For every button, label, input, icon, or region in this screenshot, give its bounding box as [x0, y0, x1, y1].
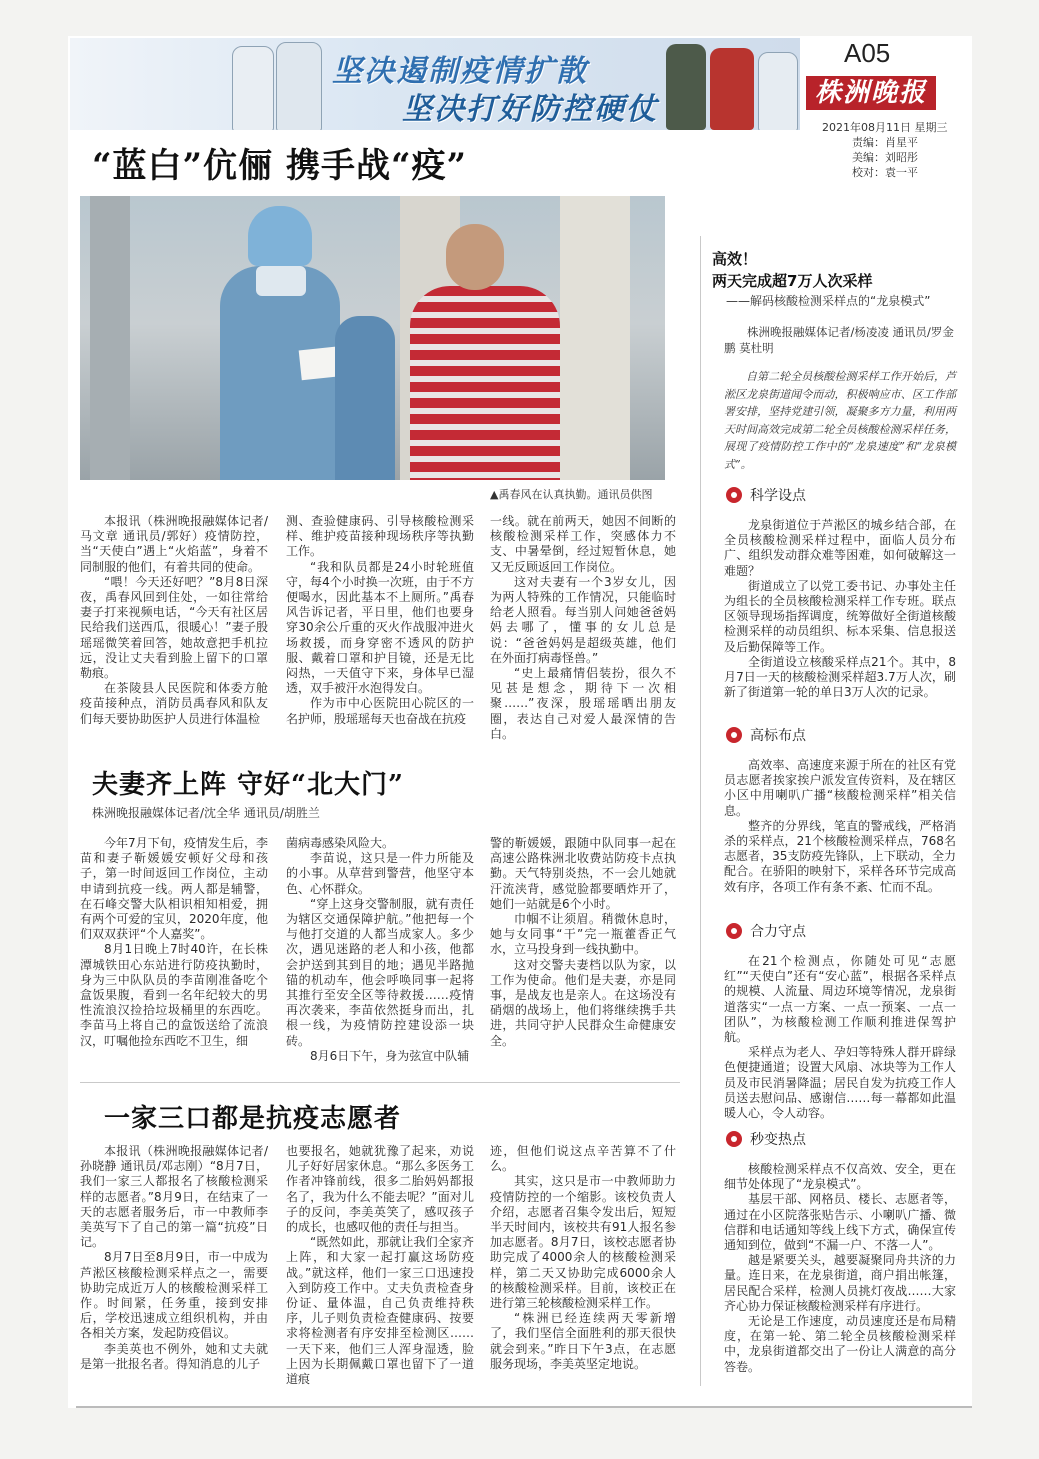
- paragraph: 今年7月下旬，疫情发生后，李苗和妻子靳媛媛安顿好父母和孩子，第一时间返回工作岗位，主动申请到抗疫一线。两人都是辅警，在石峰交警大队相识相知相爱，拥有两个可爱的宝贝，2020年度，他们双双获评“个人嘉奖”。: [80, 836, 268, 942]
- medic-cap: [248, 206, 312, 266]
- paragraph: 也要报名，她就犹豫了起来，劝说儿子好好居家休息。“那么多医务工作者冲锋前线，很多二胎妈妈都报名了，我为什么不能去呢？”面对儿子的反问，李美英笑了，感叹孩子的成长，也感叹他的责任与担当。: [286, 1144, 474, 1235]
- paragraph: 其实，这只是市一中教师助力疫情防控的一个缩影。该校负责人介绍，志愿者召集令发出后，短短半天时间内，该校共有91人报名参加志愿者。8月7日，该校志愿者协助完成了4000余人的核酸检测采样，第二天又协助完成6000余人的核酸检测采样。目前，该校正在进行第三轮核酸检测采样工作。: [490, 1174, 676, 1311]
- paragraph: 李苗说，这只是一件力所能及的小事。从草营到警营，他坚守本色、心怀群众。: [286, 851, 474, 896]
- proofreader-credit: 校对：袁一平: [852, 166, 918, 179]
- paragraph: 8月6日下午，身为弦宣中队辅: [310, 1048, 470, 1063]
- section-bullet-icon: [726, 1131, 742, 1147]
- article3-headline: 一家三口都是抗疫志愿者: [104, 1104, 402, 1134]
- paragraph: 李美英也不例外，她和丈夫就是第一批报名者。得知消息的儿子: [80, 1341, 268, 1371]
- paragraph: “穿上这身交警制服，就有责任为辖区交通保障护航。”他把每一个与他打交道的人都当成家人。多少次，遇见迷路的老人和小孩，他都会护送到其到目的地；遇见半路抛锚的机动车，他会呼唤同事一起将其推行至安全区等待救援……疫情再次袭来，李苗依然挺身而出，扎根一线，为疫情防控建设添一块砖。: [286, 896, 474, 1048]
- paragraph: “喂！今天还好吧？”8月8日深夜，禹春风回到住处，一如往常给妻子打来视频电话，“今天有社区居民给我们送西瓜，很暖心！”妻子殷瑶瑶微笑着回答，她故意把手机拉远，没让丈夫看到脸上留下的口罩勒痕。: [80, 574, 268, 681]
- paragraph: 8月7日至8月9日，市一中成为芦淞区核酸检测采样点之一，需要协助完成近万人的核酸检测采样工作。时间紧，任务重，接到安排后，学校迅速成立组织机构，并由各相关方案，发起防疫倡议。: [80, 1250, 268, 1341]
- sidebar-title-line-1: 高效！: [712, 250, 758, 268]
- article1-headline: “蓝白”伉俪 携手战“疫”: [92, 146, 468, 186]
- sidebar-section-1-body: [724, 518, 956, 700]
- paragraph: “史上最痛情侣装扮，很久不见甚是想念，期待下一次相聚……”夜深，殷瑶瑶晒出朋友圈，表达自己对爱人最深情的告白。: [490, 666, 676, 741]
- article1-column-3: [490, 514, 676, 742]
- issue-date: 2021年08月11日 星期三: [822, 121, 948, 134]
- section-title: 合力守点: [750, 924, 806, 940]
- section-bullet-icon: [726, 923, 742, 939]
- masthead-banner: [70, 38, 800, 130]
- article1-column-2: [286, 514, 474, 727]
- paragraph: “我和队员都是24小时轮班值守，每4个小时换一次班，由于不方便喝水，因此基本不上厕所。”禹春风告诉记者，平日里，他们也要身穿30余公斤重的灭火作战服冲进火场救援，而身穿密不透风的防护服、戴着口罩和护目镜，还是无比闷热，一天值守下来，身体早已湿透，双手被汗水泡得发白。: [286, 559, 474, 696]
- background-worker: [335, 316, 395, 480]
- paragraph: 迹，但他们说这点辛苦算不了什么。: [490, 1144, 676, 1174]
- section-title: 高标布点: [750, 728, 806, 744]
- paragraph: 无论是工作速度，动员速度还是布局精度，在第一轮、第二轮全员核酸检测采样中，龙泉街道都交出了一份让人满意的高分答卷。: [724, 1314, 956, 1374]
- photo-pillar: [90, 196, 130, 480]
- article2-byline: 株洲晚报融媒体记者/沈全华 通讯员/胡胜兰: [92, 806, 320, 820]
- editor-credit: 责编：肖星平: [852, 136, 918, 149]
- paragraph: 全街道设立核酸采样点21个。其中，8月7日一天的核酸检测采样超3.7万人次，刷新了街道第一轮的单日3万人次的记录。: [724, 654, 956, 700]
- paragraph: 测、查验健康码、引导核酸检测采样、维护疫苗接种现场秩序等执勤工作。: [286, 514, 474, 559]
- section-divider: [80, 1082, 680, 1083]
- sidebar-intro: [724, 368, 956, 473]
- sidebar-section-3-body: [724, 954, 956, 1121]
- paragraph: 菌病毒感染风险大。: [286, 836, 395, 850]
- medic-mask: [256, 266, 306, 296]
- section-title: 科学设点: [750, 488, 806, 504]
- photo-pillar: [560, 196, 630, 480]
- sidebar-byline: 株洲晚报融媒体记者/杨凌凌 通讯员/罗金鹏 莫杜明: [724, 325, 954, 355]
- paragraph: 基层干部、网格员、楼长、志愿者等，通过在小区院落张贴告示、小喇叭广播、微信群和电话通知等线上线下方式，确保宣传通知到位，做到“不漏一户、不落一人”。: [724, 1192, 956, 1253]
- banner-slogan-1: 坚决遏制疫情扩散: [332, 54, 588, 89]
- paragraph: 采样点为老人、孕妇等特殊人群开辟绿色便捷通道；设置大风扇、冰块等为工作人员及市民消暑降温；居民自发为抗疫工作人员送去慰问品、感谢信……每一幕都如此温暖人心，令人动容。: [724, 1045, 956, 1121]
- paragraph: 警的靳媛媛，跟随中队同事一起在高速公路株洲北收费站防疫卡点执勤。天气特别炎热，不一会儿她就汗流浃背，感觉脸都要晒炸开了，她们一站就是6个小时。: [490, 836, 676, 911]
- medic-figure-illustration: [276, 42, 322, 130]
- section-heading: [726, 1126, 806, 1152]
- article2-column-3: [490, 836, 676, 1049]
- column-divider: [700, 236, 701, 1386]
- paragraph: 越是紧要关头，越要凝聚同舟共济的力量。连日来，在龙泉街道，商户捐出帐篷，居民配合采样，检测人员挑灯夜战……大家齐心协力保证核酸检测采样有序进行。: [724, 1253, 956, 1313]
- civilian-person: [410, 286, 560, 480]
- paragraph: 8月1日晚上7时40许，在长株潭城铁田心东站进行防疫执勤时，身为三中队队员的李苗刚准备吃个盒饭果腹，看到一名年纪较大的男性流浪汉捡拾垃圾桶里的东西吃。李苗马上将自己的盒饭送给了流浪汉，叮嘱他捡东西吃不卫生，细: [80, 942, 268, 1048]
- sidebar-title-line-2: 两天完成超7万人次采样: [712, 272, 873, 290]
- paragraph: 作为市中心医院田心院区的一名护师，殷瑶瑶每天也奋战在抗疫: [286, 696, 474, 726]
- medic-figure-illustration: [758, 52, 798, 130]
- paragraph: 自第二轮全员核酸检测采样工作开始后，芦淞区龙泉街道闻令而动，积极响应市、区工作部署安排，坚持党建引领，凝聚多方力量，利用两天时间高效完成第二轮全员核酸检测采样任务，展现了疫情防控工作中的“龙泉速度”和“龙泉模式”。: [724, 370, 956, 471]
- photo-caption: ▲禹春风在认真执勤。通讯员供图: [490, 488, 653, 501]
- section-title: 秒变热点: [750, 1132, 806, 1148]
- page-bottom-rule: [76, 1406, 972, 1408]
- paragraph: 这对交警夫妻档以队为家，以工作为使命。他们是夫妻，亦是同事，是战友也是亲人。在这场没有硝烟的战场上，他们将继续携手共进，共同守护人民群众生命健康安全。: [490, 957, 676, 1048]
- paragraph: 整齐的分界线，笔直的警戒线，严格消杀的采样点，21个核酸检测采样点，768名志愿者，35支防疫先锋队，上下联动，全力配合。在骄阳的映射下，采样各环节完成高效有序，各项工作有条不紊、忙而不乱。: [724, 818, 956, 894]
- article3-column-2: [286, 1144, 474, 1387]
- paragraph: “株洲已经连续两天零新增了，我们坚信全面胜利的那天很快就会到来。”昨日下午3点，在志愿服务现场，李美英坚定地说。: [490, 1311, 676, 1371]
- article3-column-3: [490, 1144, 676, 1372]
- civilian-head: [446, 224, 504, 290]
- article3-column-1: [80, 1144, 268, 1372]
- banner-slogan-2: 坚决打好防控硬仗: [402, 92, 658, 127]
- section-bullet-icon: [726, 727, 742, 743]
- paragraph: 一线。就在前两天，她因不间断的核酸检测采样工作，突感体力不支、中暑晕倒，经过短暂休息，她又无反顾返回工作岗位。: [490, 514, 676, 574]
- section-heading: [726, 722, 806, 748]
- article1-photo: [80, 196, 665, 480]
- paragraph: 巾帼不让须眉。稍微休息时，她与女同事“干”完一瓶藿香正气水，立马投身到一线执勤中。: [490, 912, 676, 957]
- paragraph: “既然如此，那就让我们全家齐上阵，和大家一起打赢这场防疫战。”就这样，他们一家三口迅速投入到防疫工作中。丈夫负责检查身份证、量体温，自己负责维持秩序，儿子则负责检查健康码、按要求将检测者有序安排至检测区……一天下来，他们三人浑身湿透，脸上因为长期佩戴口罩也留下了一道道痕: [286, 1235, 474, 1387]
- page-number: A05: [844, 38, 891, 68]
- paragraph: 龙泉街道位于芦淞区的城乡结合部，在全员核酸检测采样过程中，面临人员分布广、组织发动群众难等困难，如何破解这一难题？: [724, 518, 956, 578]
- paragraph: 本报讯（株洲晚报融媒体记者/孙晓静 通讯员/邓志刚）“8月7日，我们一家三人都报名了核酸检测采样的志愿者。”8月9日，在结束了一天的志愿者服务后，市一中教师李美英写下了自己的第一篇“抗疫”日记。: [80, 1144, 268, 1250]
- paper-logo: 株洲晚报: [806, 76, 936, 110]
- volunteer-figure-illustration: [710, 48, 754, 130]
- sidebar-subtitle: ——解码核酸检测采样点的“龙泉模式”: [726, 294, 931, 308]
- article2-headline: 夫妻齐上阵 守好“北大门”: [92, 770, 404, 800]
- medic-figure-illustration: [232, 46, 274, 130]
- paragraph: 这对夫妻有一个3岁女儿，因为两人特殊的工作情况，只能临时给老人照看。每当别人问她爸爸妈妈去哪了，懂事的女儿总是说：“爸爸妈妈是超级英雄，他们在外面打病毒怪兽。”: [490, 574, 676, 665]
- article2-column-2: [286, 836, 474, 1064]
- section-heading: [726, 482, 806, 508]
- sidebar-section-2-body: [724, 758, 956, 895]
- designer-credit: 美编：刘昭彤: [852, 151, 918, 164]
- paragraph: 核酸检测采样点不仅高效、安全，更在细节处体现了“龙泉模式”。: [724, 1162, 956, 1192]
- article2-column-1: [80, 836, 268, 1049]
- paragraph: 高效率、高速度来源于所在的社区有党员志愿者挨家挨户派发宣传资料，及在辖区小区中用喇叭广播“核酸检测采样”相关信息。: [724, 758, 956, 818]
- sidebar-section-4-body: [724, 1162, 956, 1375]
- paragraph: 在茶陵县人民医院和体委方舱疫苗接种点，消防员禹春风和队友们每天要协助医护人员进行体温检: [80, 681, 268, 726]
- section-heading: [726, 918, 806, 944]
- paragraph: 本报讯（株洲晚报融媒体记者/马文章 通讯员/郭好）疫情防控，当“天使白”遇上“火焰蓝”，身着不同制服的他们，有着共同的使命。: [80, 514, 268, 574]
- paragraph: 街道成立了以党工委书记、办事处主任为组长的全员核酸检测采样工作专班。联点区领导现场指挥调度，统筹做好全街道核酸检测采样的动员组织、标本采集、信息报送及后勤保障等工作。: [724, 578, 956, 654]
- section-bullet-icon: [726, 487, 742, 503]
- paragraph: 在21个检测点，你随处可见“志愿红”“天使白”还有“安心蓝”，根据各采样点的规模、人流量、周边环境等情况，龙泉街道落实“一点一方案、一点一预案、一点一团队”，为核酸检测工作顺利推进保驾护航。: [724, 954, 956, 1045]
- officer-figure-illustration: [666, 44, 706, 130]
- article1-column-1: [80, 514, 268, 727]
